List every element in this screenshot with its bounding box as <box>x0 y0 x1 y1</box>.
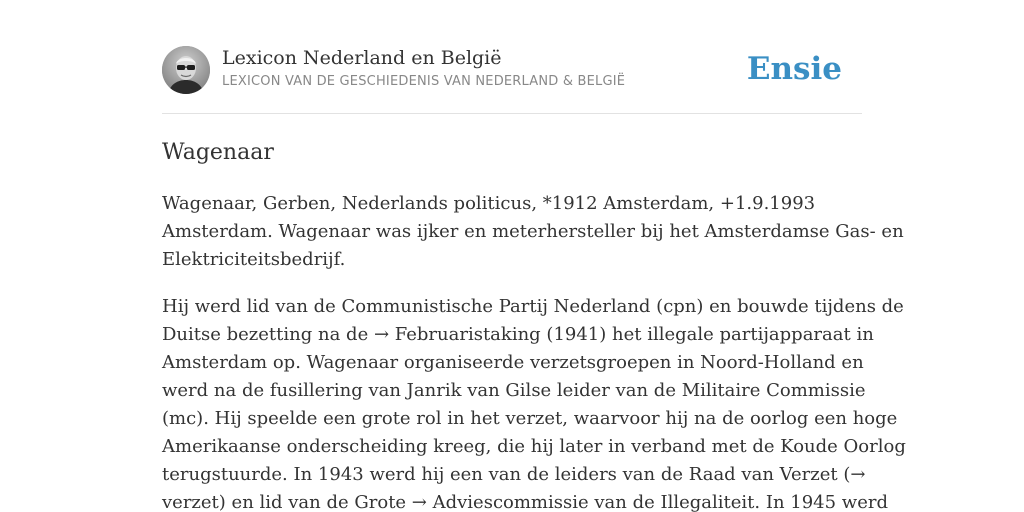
paragraph-line: (mc). Hij speelde een grote rol in het verzet, waarvoor hij na de oorlog een hoge <box>162 408 898 429</box>
paragraph-line-with-verzet-link[interactable]: terugstuurde. In 1943 werd hij een van de leiders van de Raad van Verzet (→ <box>162 464 866 485</box>
article-body <box>162 190 906 512</box>
brand-logo-link[interactable]: Ensie <box>746 51 842 87</box>
paragraph-line-with-adviescommissie-link[interactable]: verzet) en lid van de Grote → Adviescommissie van de Illegaliteit. In 1945 werd <box>162 492 888 512</box>
site-name[interactable]: Lexicon Nederland en België <box>222 47 502 69</box>
paragraph-line: Amsterdam. Wagenaar was ijker en meterhersteller bij het Amsterdamse Gas- en <box>162 221 904 242</box>
paragraph-line: Amsterdam op. Wagenaar organiseerde verzetsgroepen in Noord-Holland en <box>162 352 864 373</box>
article-title: Wagenaar <box>162 140 274 165</box>
header <box>162 46 862 96</box>
paragraph-line: Wagenaar, Gerben, Nederlands politicus, *1912 Amsterdam, +1.9.1993 <box>162 193 816 214</box>
paragraph-line: Hij werd lid van de Communistische Partij Nederland (cpn) en bouwde tijdens de <box>162 296 904 317</box>
site-subtitle: LEXICON VAN DE GESCHIEDENIS VAN NEDERLAND & BELGIË <box>222 74 626 89</box>
paragraph-line: werd na de fusillering van Janrik van Gilse leider van de Militaire Commissie <box>162 380 866 401</box>
paragraph-line: Amerikaanse onderscheiding kreeg, die hij later in verband met de Koude Oorlog <box>162 436 906 457</box>
header-divider <box>162 113 862 114</box>
paragraph-1 <box>162 190 904 274</box>
avatar[interactable] <box>162 46 210 94</box>
paragraph-line: Elektriciteitsbedrijf. <box>162 249 346 270</box>
paragraph-2 <box>162 293 906 512</box>
avatar-portrait-icon <box>162 46 210 94</box>
paragraph-line-with-februaristaking-link[interactable]: Duitse bezetting na de → Februaristaking (1941) het illegale partijapparaat in <box>162 324 874 345</box>
